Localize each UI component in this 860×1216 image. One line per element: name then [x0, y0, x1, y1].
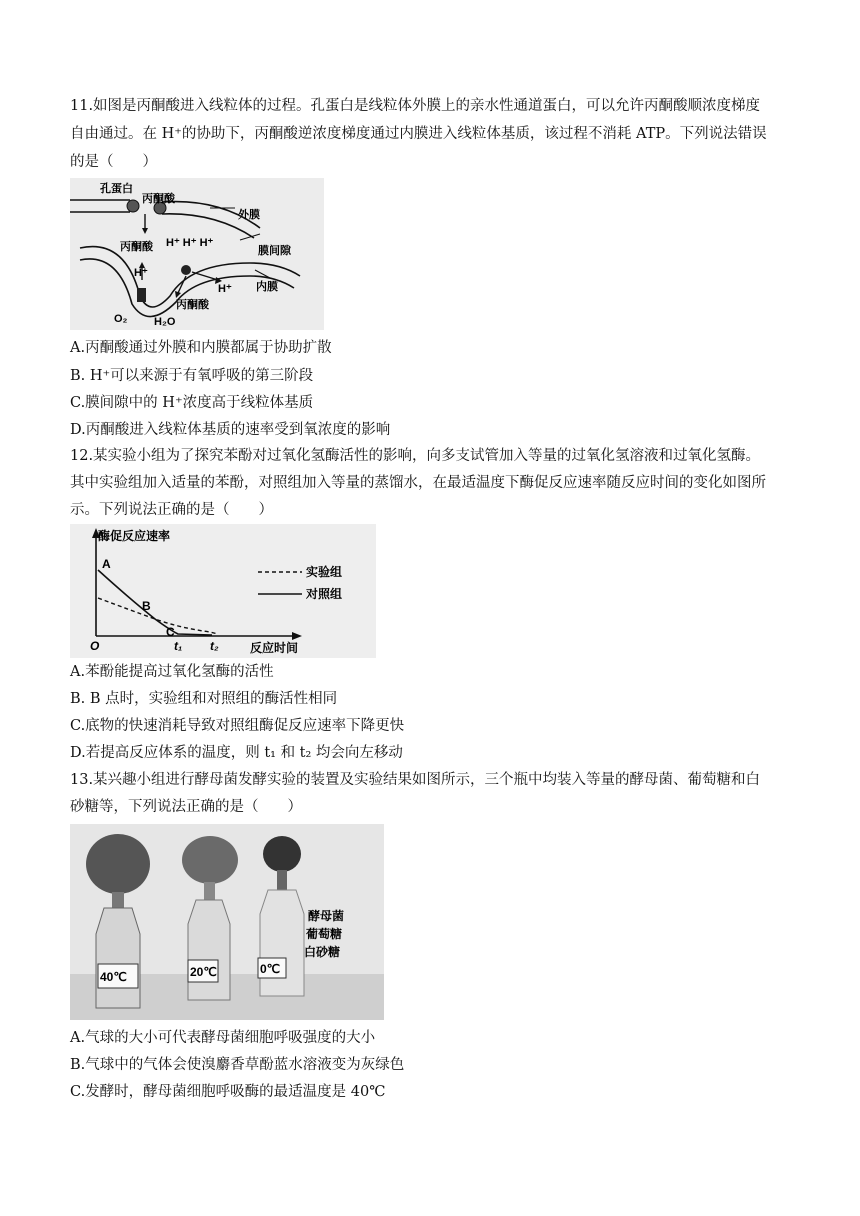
q13-option-c: C.发酵时，酵母菌细胞呼吸酶的最适温度是 40℃	[70, 1084, 386, 1100]
label-h2o: H₂O	[154, 316, 176, 328]
label-h-right: H⁺	[218, 283, 232, 295]
q13-option-a: A.气球的大小可代表酵母菌细胞呼吸强度的大小	[70, 1030, 376, 1046]
q12-option-d: D.若提高反应体系的温度，则 t₁ 和 t₂ 均会向左移动	[70, 745, 403, 761]
q13-stem-line2: 砂糖等，下列说法正确的是（ ）	[70, 799, 302, 815]
balloon-40c	[86, 834, 150, 894]
yeast-fermentation-photo	[70, 824, 384, 1020]
label-pyruvate-top: 丙酮酸	[142, 193, 175, 205]
q12-stem-line2: 其中实验组加入适量的苯酚，对照组加入等量的蒸馏水，在最适温度下酶促反应速率随反应时间的变化如图所	[70, 475, 766, 491]
q11-stem-line1: 11.如图是丙酮酸进入线粒体的过程。孔蛋白是线粒体外膜上的亲水性通道蛋白，可以允许丙酮酸顺浓度梯度	[70, 98, 761, 114]
enzyme-rate-figure	[70, 524, 376, 658]
label-glucose: 葡萄糖	[306, 927, 343, 941]
q13-stem-line1: 13.某兴趣小组进行酵母菌发酵实验的装置及实验结果如图所示，三个瓶中均装入等量的酵母菌、葡萄糖和白	[70, 772, 761, 788]
point-a-label: A	[102, 557, 111, 571]
q11-stem-line2: 自由通过。在 H⁺的协助下，丙酮酸逆浓度梯度通过内膜进入线粒体基质，该过程不消耗 ATP。下列说法错误	[70, 126, 767, 142]
point-b-label: B	[142, 599, 151, 613]
legend-control: 对照组	[306, 587, 343, 601]
q12-option-c: C.底物的快速消耗导致对照组酶促反应速率下降更快	[70, 718, 405, 734]
q11-option-b: B. H⁺可以来源于有氧呼吸的第三阶段	[70, 368, 314, 384]
t1-label: t₁	[174, 639, 183, 653]
label-inner-membrane: 内膜	[256, 281, 278, 293]
bottle-0c	[260, 890, 304, 996]
label-sugar: 白砂糖	[304, 945, 341, 959]
q11-option-d: D.丙酮酸进入线粒体基质的速率受到氧浓度的影响	[70, 422, 391, 438]
label-pyruvate-left: 丙酮酸	[120, 241, 153, 253]
temp-label-20c: 20℃	[190, 965, 217, 979]
q11-option-a: A.丙酮酸通过外膜和内膜都属于协助扩散	[70, 340, 332, 356]
temp-label-0c: 0℃	[260, 962, 281, 976]
label-h-up: H⁺	[134, 267, 148, 279]
bottle-40c	[96, 908, 140, 1008]
origin-label: O	[90, 639, 100, 653]
label-pyruvate-bottom: 丙酮酸	[176, 299, 209, 311]
balloon-20c	[182, 836, 238, 884]
label-h-ions: H⁺ H⁺ H⁺	[166, 237, 214, 249]
legend-experiment: 实验组	[306, 565, 343, 579]
balloon-0c	[263, 836, 301, 872]
q11-stem-line3: 的是（ ）	[70, 154, 157, 170]
mitochondria-pyruvate-figure	[70, 178, 324, 330]
q12-option-a: A.苯酚能提高过氧化氢酶的活性	[70, 664, 274, 680]
y-axis-label: 酶促反应速率	[98, 529, 171, 543]
point-c-label: C	[166, 625, 175, 639]
t2-label: t₂	[210, 639, 219, 653]
x-axis-label: 反应时间	[250, 641, 299, 655]
label-pore-protein: 孔蛋白	[100, 183, 133, 195]
q12-option-b: B. B 点时，实验组和对照组的酶活性相同	[70, 691, 338, 707]
temp-label-40c: 40℃	[100, 970, 127, 984]
label-yeast: 酵母菌	[308, 909, 345, 923]
label-intermembrane-space: 膜间隙	[258, 245, 291, 257]
q11-option-c: C.膜间隙中的 H⁺浓度高于线粒体基质	[70, 395, 314, 411]
q13-option-b: B.气球中的气体会使溴麝香草酚蓝水溶液变为灰绿色	[70, 1057, 405, 1073]
label-outer-membrane: 外膜	[238, 209, 260, 221]
bottle-20c	[188, 900, 230, 1000]
q12-stem-line3: 示。下列说法正确的是（ ）	[70, 502, 273, 518]
q12-stem-line1: 12.某实验小组为了探究苯酚对过氧化氢酶活性的影响，向多支试管加入等量的过氧化氢溶液和过氧化氢酶。	[70, 448, 761, 464]
pore-protein-shape	[127, 200, 139, 212]
label-o2: O₂	[114, 313, 128, 325]
